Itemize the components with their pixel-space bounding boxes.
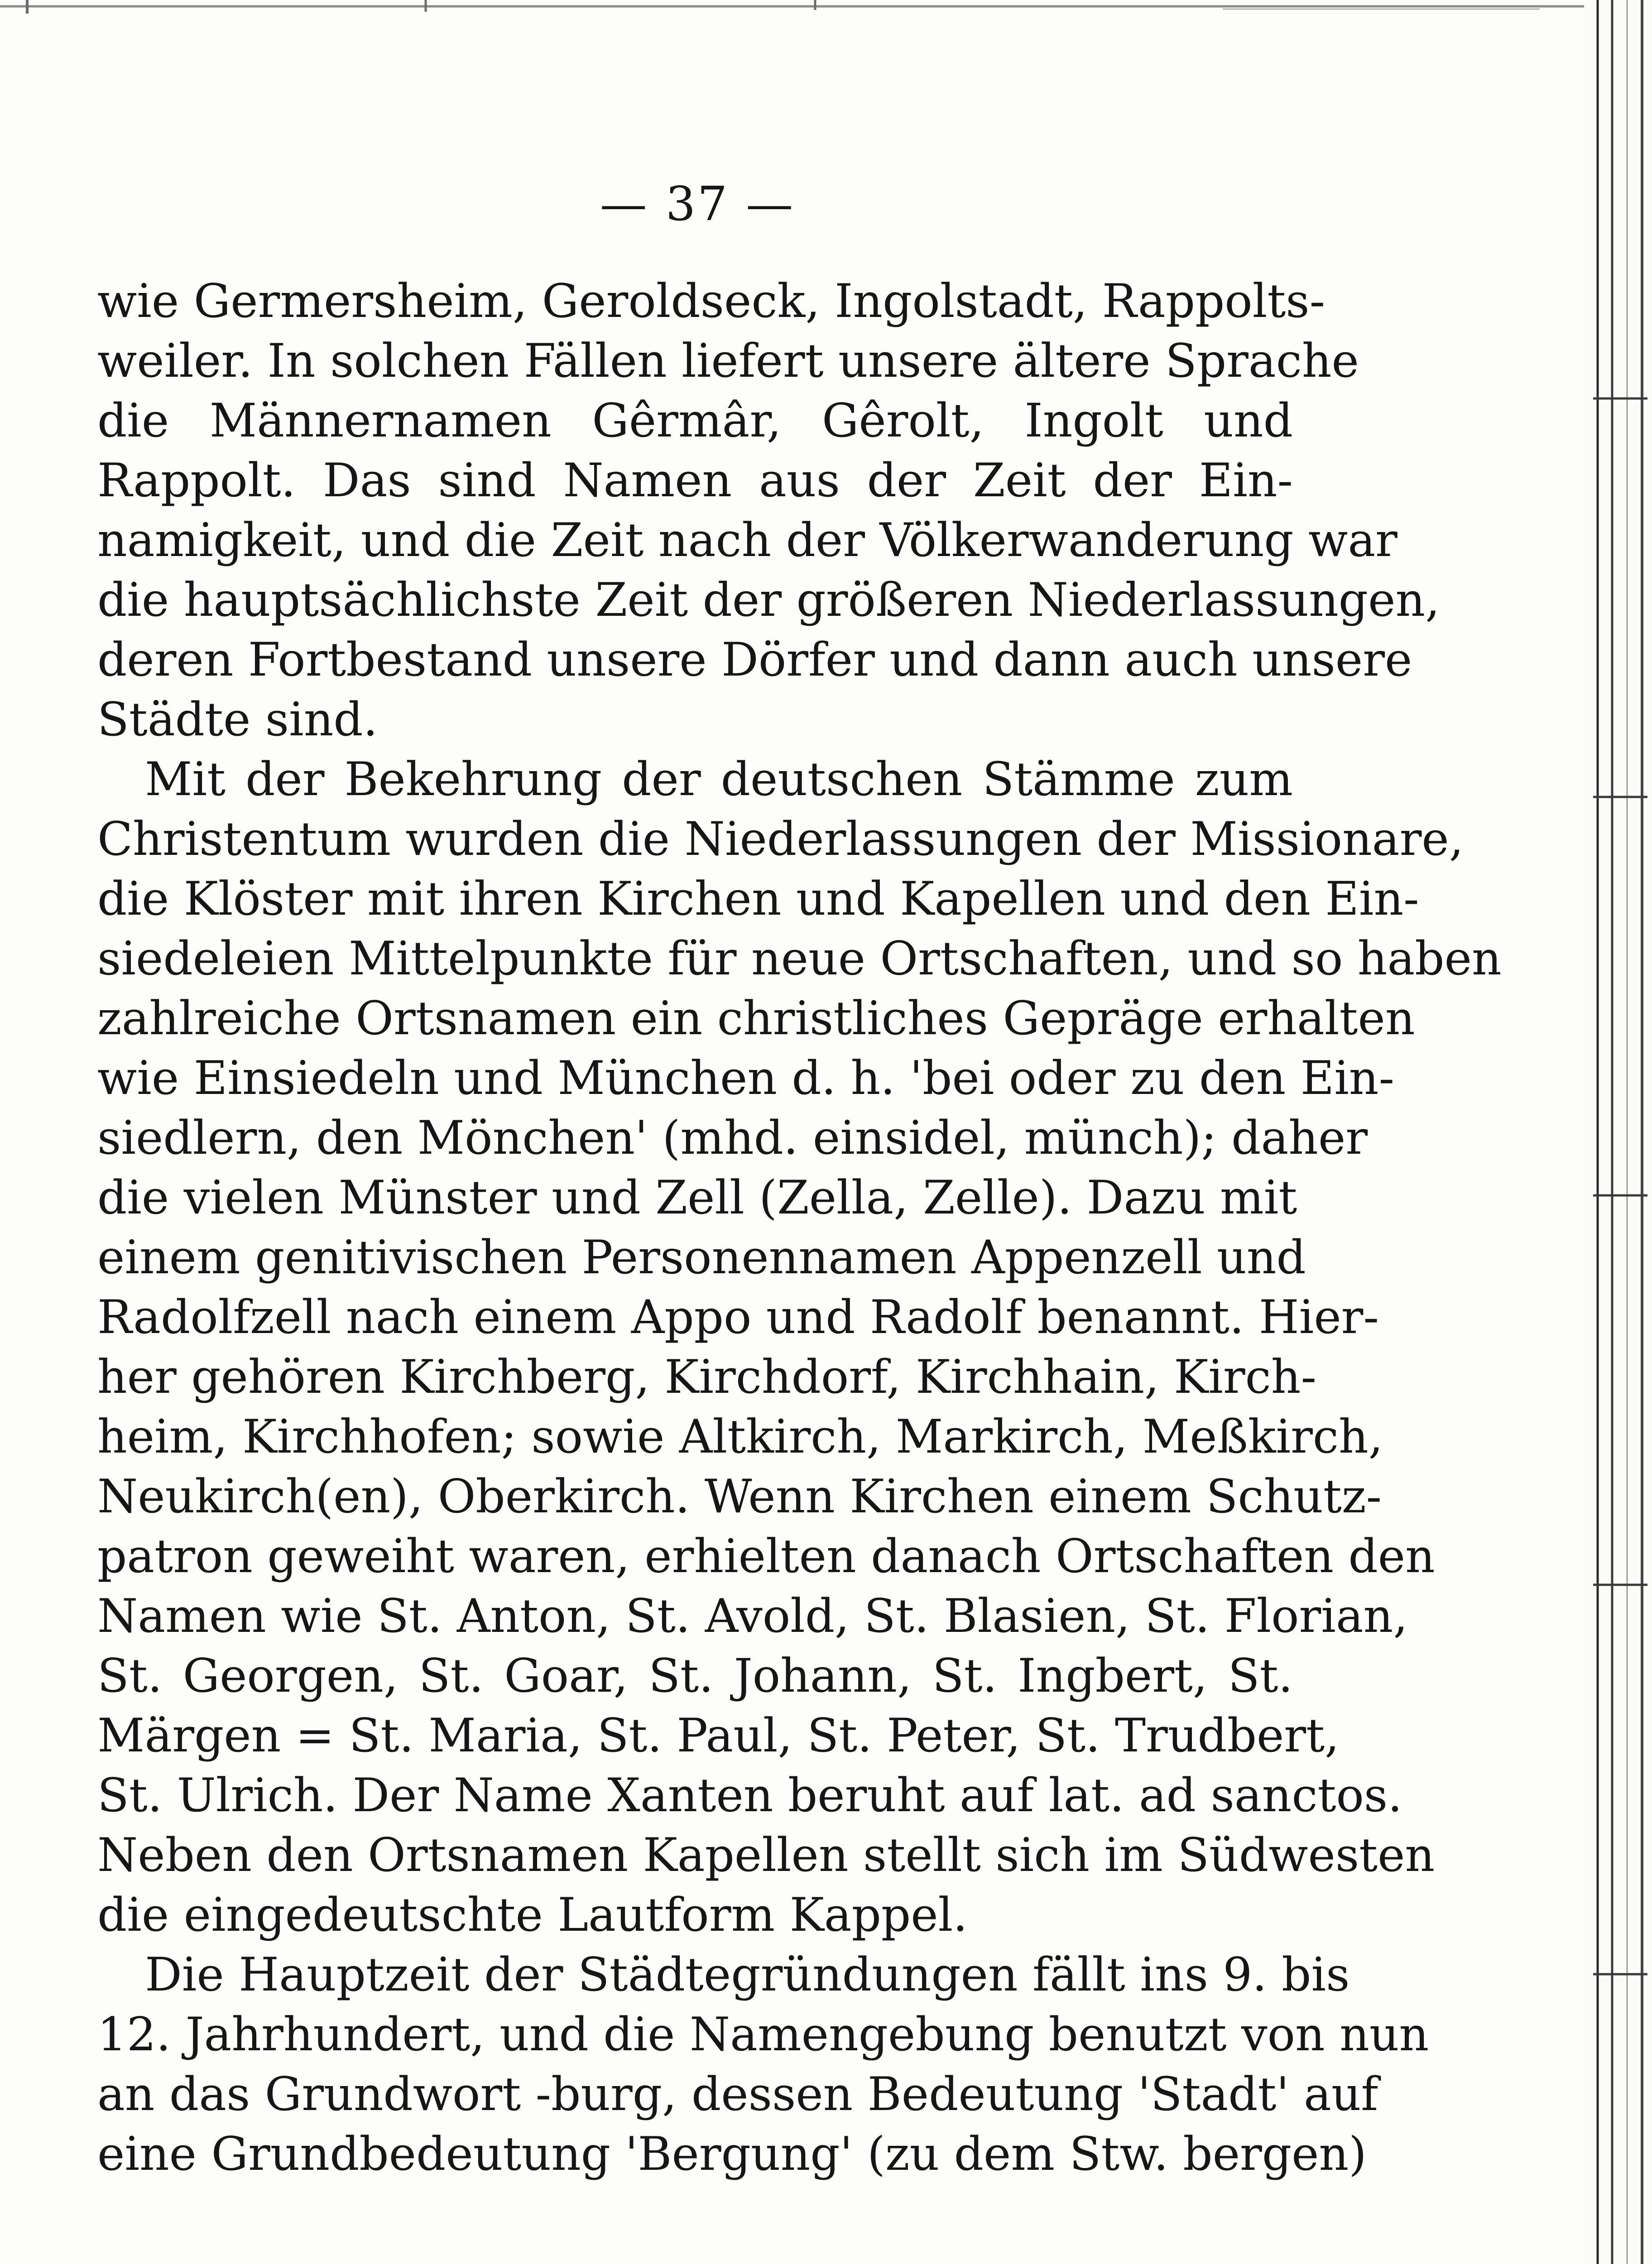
scan-top-edge xyxy=(0,0,1652,27)
paragraph-2 xyxy=(97,750,1502,1945)
text-line: zahlreiche Ortsnamen ein christliches Gepräge erhalten xyxy=(97,992,1415,1046)
text-line: Radolfzell nach einem Appo und Radolf benannt. Hier- xyxy=(97,1290,1379,1344)
text-line: deren Fortbestand unsere Dörfer und dann auch unsere xyxy=(97,633,1412,687)
text-line: Mit der Bekehrung der deutschen Stämme zum xyxy=(145,753,1293,806)
text-line: St. Ulrich. Der Name Xanten beruht auf lat. ad sanctos. xyxy=(97,1769,1402,1823)
scan-binding-edge xyxy=(1584,0,1652,2264)
text-line: Christentum wurden die Niederlassungen der Missionare, xyxy=(97,812,1464,866)
text-line: wie Einsiedeln und München d. h. 'bei oder zu den Ein- xyxy=(97,1051,1394,1105)
text-line: weiler. In solchen Fällen liefert unsere ältere Sprache xyxy=(97,334,1359,388)
text-line: einem genitivischen Personennamen Appenzell und xyxy=(97,1231,1306,1285)
text-line: an das Grundwort -burg, dessen Bedeutung 'Stadt' auf xyxy=(97,2067,1378,2121)
text-line: eine Grundbedeutung 'Bergung' (zu dem Stw. bergen) xyxy=(97,2127,1367,2181)
text-line: Neukirch(en), Oberkirch. Wenn Kirchen einem Schutz- xyxy=(97,1470,1382,1524)
text-line: Rappolt. Das sind Namen aus der Zeit der Ein- xyxy=(97,454,1293,508)
text-line: die hauptsächlichste Zeit der größeren Niederlassungen, xyxy=(97,573,1440,627)
text-line: heim, Kirchhofen; sowie Altkirch, Markirch, Meßkirch, xyxy=(97,1410,1383,1464)
text-line: her gehören Kirchberg, Kirchdorf, Kirchhain, Kirch- xyxy=(97,1350,1316,1404)
text-line: Märgen = St. Maria, St. Paul, St. Peter, St. Trudbert, xyxy=(97,1709,1340,1763)
text-line: siedeleien Mittelpunkte für neue Ortschaften, und so haben xyxy=(97,932,1502,986)
page-number: — 37 — xyxy=(600,176,795,231)
text-line: Städte sind. xyxy=(97,693,378,747)
text-line: die Klöster mit ihren Kirchen und Kapellen und den Ein- xyxy=(97,872,1419,926)
text-line: Neben den Ortsnamen Kapellen stellt sich im Südwesten xyxy=(97,1828,1435,1882)
text-line: namigkeit, und die Zeit nach der Völkerwanderung war xyxy=(97,513,1397,567)
text-line: die eingedeutschte Lautform Kappel. xyxy=(97,1888,968,1942)
text-line: Namen wie St. Anton, St. Avold, St. Blasien, St. Florian, xyxy=(97,1589,1408,1643)
text-line: St. Georgen, St. Goar, St. Johann, St. Ingbert, St. xyxy=(97,1649,1293,1703)
text-line: patron geweiht waren, erhielten danach Ortschaften den xyxy=(97,1530,1435,1583)
text-line: Die Hauptzeit der Städtegründungen fällt ins 9. bis xyxy=(145,1948,1350,2002)
paragraph-3 xyxy=(97,1945,1429,2184)
body-text xyxy=(97,272,1502,2184)
text-line: die Männernamen Gêrmâr, Gêrolt, Ingolt und xyxy=(97,394,1293,448)
text-line: wie Germersheim, Geroldseck, Ingolstadt, Rappolts- xyxy=(97,274,1325,328)
text-line: 12. Jahrhundert, und die Namengebung benutzt von nun xyxy=(97,2008,1429,2062)
text-line: die vielen Münster und Zell (Zella, Zelle). Dazu mit xyxy=(97,1171,1297,1225)
text-line: siedlern, den Mönchen' (mhd. einsidel, münch); daher xyxy=(97,1111,1368,1165)
paragraph-1 xyxy=(97,272,1440,750)
